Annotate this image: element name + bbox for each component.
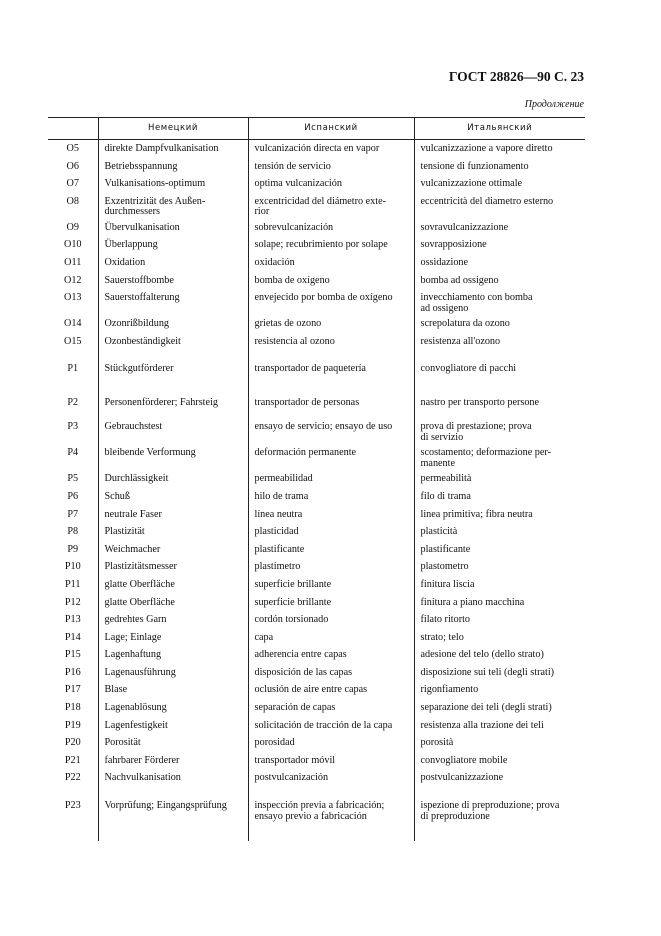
term-german: Lagenfestigkeit xyxy=(98,721,248,739)
table-row xyxy=(48,615,585,633)
table-row xyxy=(48,319,585,337)
term-code: O9 xyxy=(66,221,79,233)
term-code: O11 xyxy=(64,256,82,268)
term-spanish: transportador de personas xyxy=(248,388,414,422)
term-italian: finitura a piano macchina xyxy=(414,598,585,616)
header-code xyxy=(48,118,98,140)
term-german: Vulkanisations-optimum xyxy=(98,179,248,197)
term-german: Nachvulkanisation xyxy=(98,773,248,791)
term-spanish: solicitación de tracción de la capa xyxy=(248,721,414,739)
term-code: P10 xyxy=(64,561,81,573)
term-code: P17 xyxy=(64,684,81,696)
term-german: Sauerstoffalterung xyxy=(98,293,248,319)
term-german: Personenförderer; Fahrsteig xyxy=(98,388,248,422)
table-row xyxy=(48,354,585,388)
term-spanish: postvulcanización xyxy=(248,773,414,791)
term-spanish: superficie brillante xyxy=(248,580,414,598)
table-row xyxy=(48,474,585,492)
term-spanish: optima vulcanización xyxy=(248,179,414,197)
term-italian: vulcanizzazione ottimale xyxy=(414,179,585,197)
term-code: P3 xyxy=(67,421,79,433)
term-spanish: hilo de trama xyxy=(248,492,414,510)
term-german: Gebrauchstest xyxy=(98,422,248,448)
term-italian: resistenza all'ozono xyxy=(414,337,585,355)
term-code: P7 xyxy=(67,508,79,520)
table-row xyxy=(48,650,585,668)
term-spanish: ensayo de servicio; ensayo de uso xyxy=(248,422,414,448)
term-spanish: bomba de oxígeno xyxy=(248,276,414,294)
table-row xyxy=(48,668,585,686)
term-italian: finitura liscia xyxy=(414,580,585,598)
term-spanish: vulcanización directa en vapor xyxy=(248,140,414,162)
term-german: Übervulkanisation xyxy=(98,223,248,241)
term-italian: ispezione di preproduzione; prova di preproduzione xyxy=(414,791,585,841)
term-german: Blase xyxy=(98,685,248,703)
term-italian: resistenza alla trazione dei teli xyxy=(414,721,585,739)
table-row xyxy=(48,545,585,563)
table-row xyxy=(48,276,585,294)
term-code: P2 xyxy=(67,397,79,409)
term-italian: permeabilità xyxy=(414,474,585,492)
term-code: P16 xyxy=(64,666,81,678)
term-italian: plastificante xyxy=(414,545,585,563)
table-row xyxy=(48,580,585,598)
term-spanish: deformación permanente xyxy=(248,448,414,474)
table-row xyxy=(48,140,585,162)
term-german: glatte Oberfläche xyxy=(98,598,248,616)
term-spanish: cordón torsionado xyxy=(248,615,414,633)
term-italian: separazione dei teli (degli strati) xyxy=(414,703,585,721)
table-row xyxy=(48,162,585,180)
term-spanish: oclusión de aire entre capas xyxy=(248,685,414,703)
term-italian: scostamento; deformazione per- manente xyxy=(414,448,585,474)
term-italian: filo di trama xyxy=(414,492,585,510)
term-italian: screpolatura da ozono xyxy=(414,319,585,337)
term-code: O13 xyxy=(63,292,82,304)
term-italian: rigonfiamento xyxy=(414,685,585,703)
table-row xyxy=(48,738,585,756)
term-code: P8 xyxy=(67,526,79,538)
table-row xyxy=(48,527,585,545)
term-german: Exzentrizität des Außen- durchmessers xyxy=(98,197,248,223)
table-row xyxy=(48,721,585,739)
term-italian: prova di prestazione; prova di servizio xyxy=(414,422,585,448)
term-german: Lage; Einlage xyxy=(98,633,248,651)
term-german: direkte Dampfvulkanisation xyxy=(98,140,248,162)
term-code: P15 xyxy=(64,649,81,661)
term-code: P12 xyxy=(64,596,81,608)
table-row xyxy=(48,293,585,319)
term-german: Ozonbeständigkeit xyxy=(98,337,248,355)
term-spanish: plastímetro xyxy=(248,562,414,580)
term-spanish: porosidad xyxy=(248,738,414,756)
term-german: Plastizität xyxy=(98,527,248,545)
term-code: P1 xyxy=(67,363,79,375)
term-spanish: disposición de las capas xyxy=(248,668,414,686)
table-row xyxy=(48,633,585,651)
term-spanish: oxidación xyxy=(248,258,414,276)
term-spanish: excentricidad del diámetro exte- rior xyxy=(248,197,414,223)
term-spanish: separación de capas xyxy=(248,703,414,721)
term-code: P20 xyxy=(64,737,81,749)
term-code: P5 xyxy=(67,473,79,485)
term-german: glatte Oberfläche xyxy=(98,580,248,598)
term-code: O8 xyxy=(66,195,79,207)
term-code: O14 xyxy=(63,318,82,330)
term-code: P11 xyxy=(65,578,81,590)
term-code: O5 xyxy=(66,143,79,154)
term-code: P23 xyxy=(64,800,81,812)
table-row xyxy=(48,756,585,774)
header-italian: Итальянский xyxy=(414,118,585,140)
table-row xyxy=(48,703,585,721)
term-german: Durchlässigkeit xyxy=(98,474,248,492)
term-german: gedrehtes Garn xyxy=(98,615,248,633)
term-italian: postvulcanizzazione xyxy=(414,773,585,791)
term-spanish: resistencia al ozono xyxy=(248,337,414,355)
term-italian: convogliatore mobile xyxy=(414,756,585,774)
table-row xyxy=(48,510,585,528)
term-spanish: superficie brillante xyxy=(248,598,414,616)
term-code: P4 xyxy=(67,447,79,459)
table-row xyxy=(48,422,585,448)
terms-table xyxy=(48,117,585,841)
term-german: Lagenhaftung xyxy=(98,650,248,668)
term-german: Porosität xyxy=(98,738,248,756)
term-german: Betriebsspannung xyxy=(98,162,248,180)
term-spanish: transportador móvil xyxy=(248,756,414,774)
term-code: P6 xyxy=(67,490,79,502)
term-german: neutrale Faser xyxy=(98,510,248,528)
table-header-row xyxy=(48,118,585,140)
table-row xyxy=(48,197,585,223)
term-code: P21 xyxy=(64,754,81,766)
term-spanish: permeabilidad xyxy=(248,474,414,492)
term-spanish: capa xyxy=(248,633,414,651)
table-row xyxy=(48,337,585,355)
term-spanish: plasticidad xyxy=(248,527,414,545)
header-german: Немецкий xyxy=(98,118,248,140)
term-code: P22 xyxy=(64,772,81,784)
term-german: Weichmacher xyxy=(98,545,248,563)
term-italian: invecchiamento con bomba ad ossigeno xyxy=(414,293,585,319)
term-italian: sovravulcanizzazione xyxy=(414,223,585,241)
term-german: Plastizitätsmesser xyxy=(98,562,248,580)
term-german: Schuß xyxy=(98,492,248,510)
term-italian: eccentricità del diametro esterno xyxy=(414,197,585,223)
term-spanish: envejecido por bomba de oxígeno xyxy=(248,293,414,319)
header-spanish: Испанский xyxy=(248,118,414,140)
term-italian: plasticità xyxy=(414,527,585,545)
table-row xyxy=(48,791,585,841)
term-italian: adesione del telo (dello strato) xyxy=(414,650,585,668)
table-row xyxy=(48,562,585,580)
term-code: O15 xyxy=(63,335,82,347)
table-row xyxy=(48,773,585,791)
term-code: P18 xyxy=(64,702,81,714)
table-row xyxy=(48,492,585,510)
table-row xyxy=(48,179,585,197)
table-body xyxy=(48,140,585,842)
term-italian: tensione di funzionamento xyxy=(414,162,585,180)
term-german: Vorprüfung; Eingangsprüfung xyxy=(98,791,248,841)
term-code: P14 xyxy=(64,631,81,643)
term-italian: strato; telo xyxy=(414,633,585,651)
term-code: P13 xyxy=(64,614,81,626)
term-german: Sauerstoffbombe xyxy=(98,276,248,294)
term-italian: filato ritorto xyxy=(414,615,585,633)
term-italian: ossidazione xyxy=(414,258,585,276)
table-row xyxy=(48,240,585,258)
term-spanish: transportador de paquetería xyxy=(248,354,414,388)
term-code: O7 xyxy=(66,178,79,190)
page-header: ГОСТ 28826—90 С. 23 xyxy=(448,69,584,84)
term-italian: sovrapposizione xyxy=(414,240,585,258)
term-spanish: plastificante xyxy=(248,545,414,563)
term-spanish: línea neutra xyxy=(248,510,414,528)
term-spanish: solape; recubrimiento por solape xyxy=(248,240,414,258)
term-italian: plastometro xyxy=(414,562,585,580)
term-spanish: adherencia entre capas xyxy=(248,650,414,668)
table-row xyxy=(48,258,585,276)
term-italian: bomba ad ossigeno xyxy=(414,276,585,294)
term-german: Ozonrißbildung xyxy=(98,319,248,337)
term-italian: disposizione sui teli (degli strati) xyxy=(414,668,585,686)
term-german: Oxidation xyxy=(98,258,248,276)
term-german: Überlappung xyxy=(98,240,248,258)
table-row xyxy=(48,685,585,703)
term-german: Lagenablösung xyxy=(98,703,248,721)
term-german: fahrbarer Förderer xyxy=(98,756,248,774)
term-german: Lagenausführung xyxy=(98,668,248,686)
term-german: Stückgutförderer xyxy=(98,354,248,388)
continuation-label: Продолжение xyxy=(524,99,584,110)
term-italian: convogliatore di pacchi xyxy=(414,354,585,388)
table-row xyxy=(48,598,585,616)
term-spanish: sobrevulcanización xyxy=(248,223,414,241)
term-italian: nastro per transporto persone xyxy=(414,388,585,422)
term-code: O6 xyxy=(66,160,79,172)
term-italian: porosità xyxy=(414,738,585,756)
term-spanish: tensión de servicio xyxy=(248,162,414,180)
term-italian: linea primitiva; fibra neutra xyxy=(414,510,585,528)
table-row xyxy=(48,448,585,474)
table-row xyxy=(48,388,585,422)
term-german: bleibende Verformung xyxy=(98,448,248,474)
term-italian: vulcanizzazione a vapore diretto xyxy=(414,140,585,162)
term-code: P9 xyxy=(67,543,79,555)
term-code: P19 xyxy=(64,719,81,731)
term-code: O12 xyxy=(63,274,82,286)
term-code: O10 xyxy=(63,239,82,251)
term-spanish: grietas de ozono xyxy=(248,319,414,337)
table-row xyxy=(48,223,585,241)
term-spanish: inspección previa a fabricación; ensayo previo a fabricación xyxy=(248,791,414,841)
